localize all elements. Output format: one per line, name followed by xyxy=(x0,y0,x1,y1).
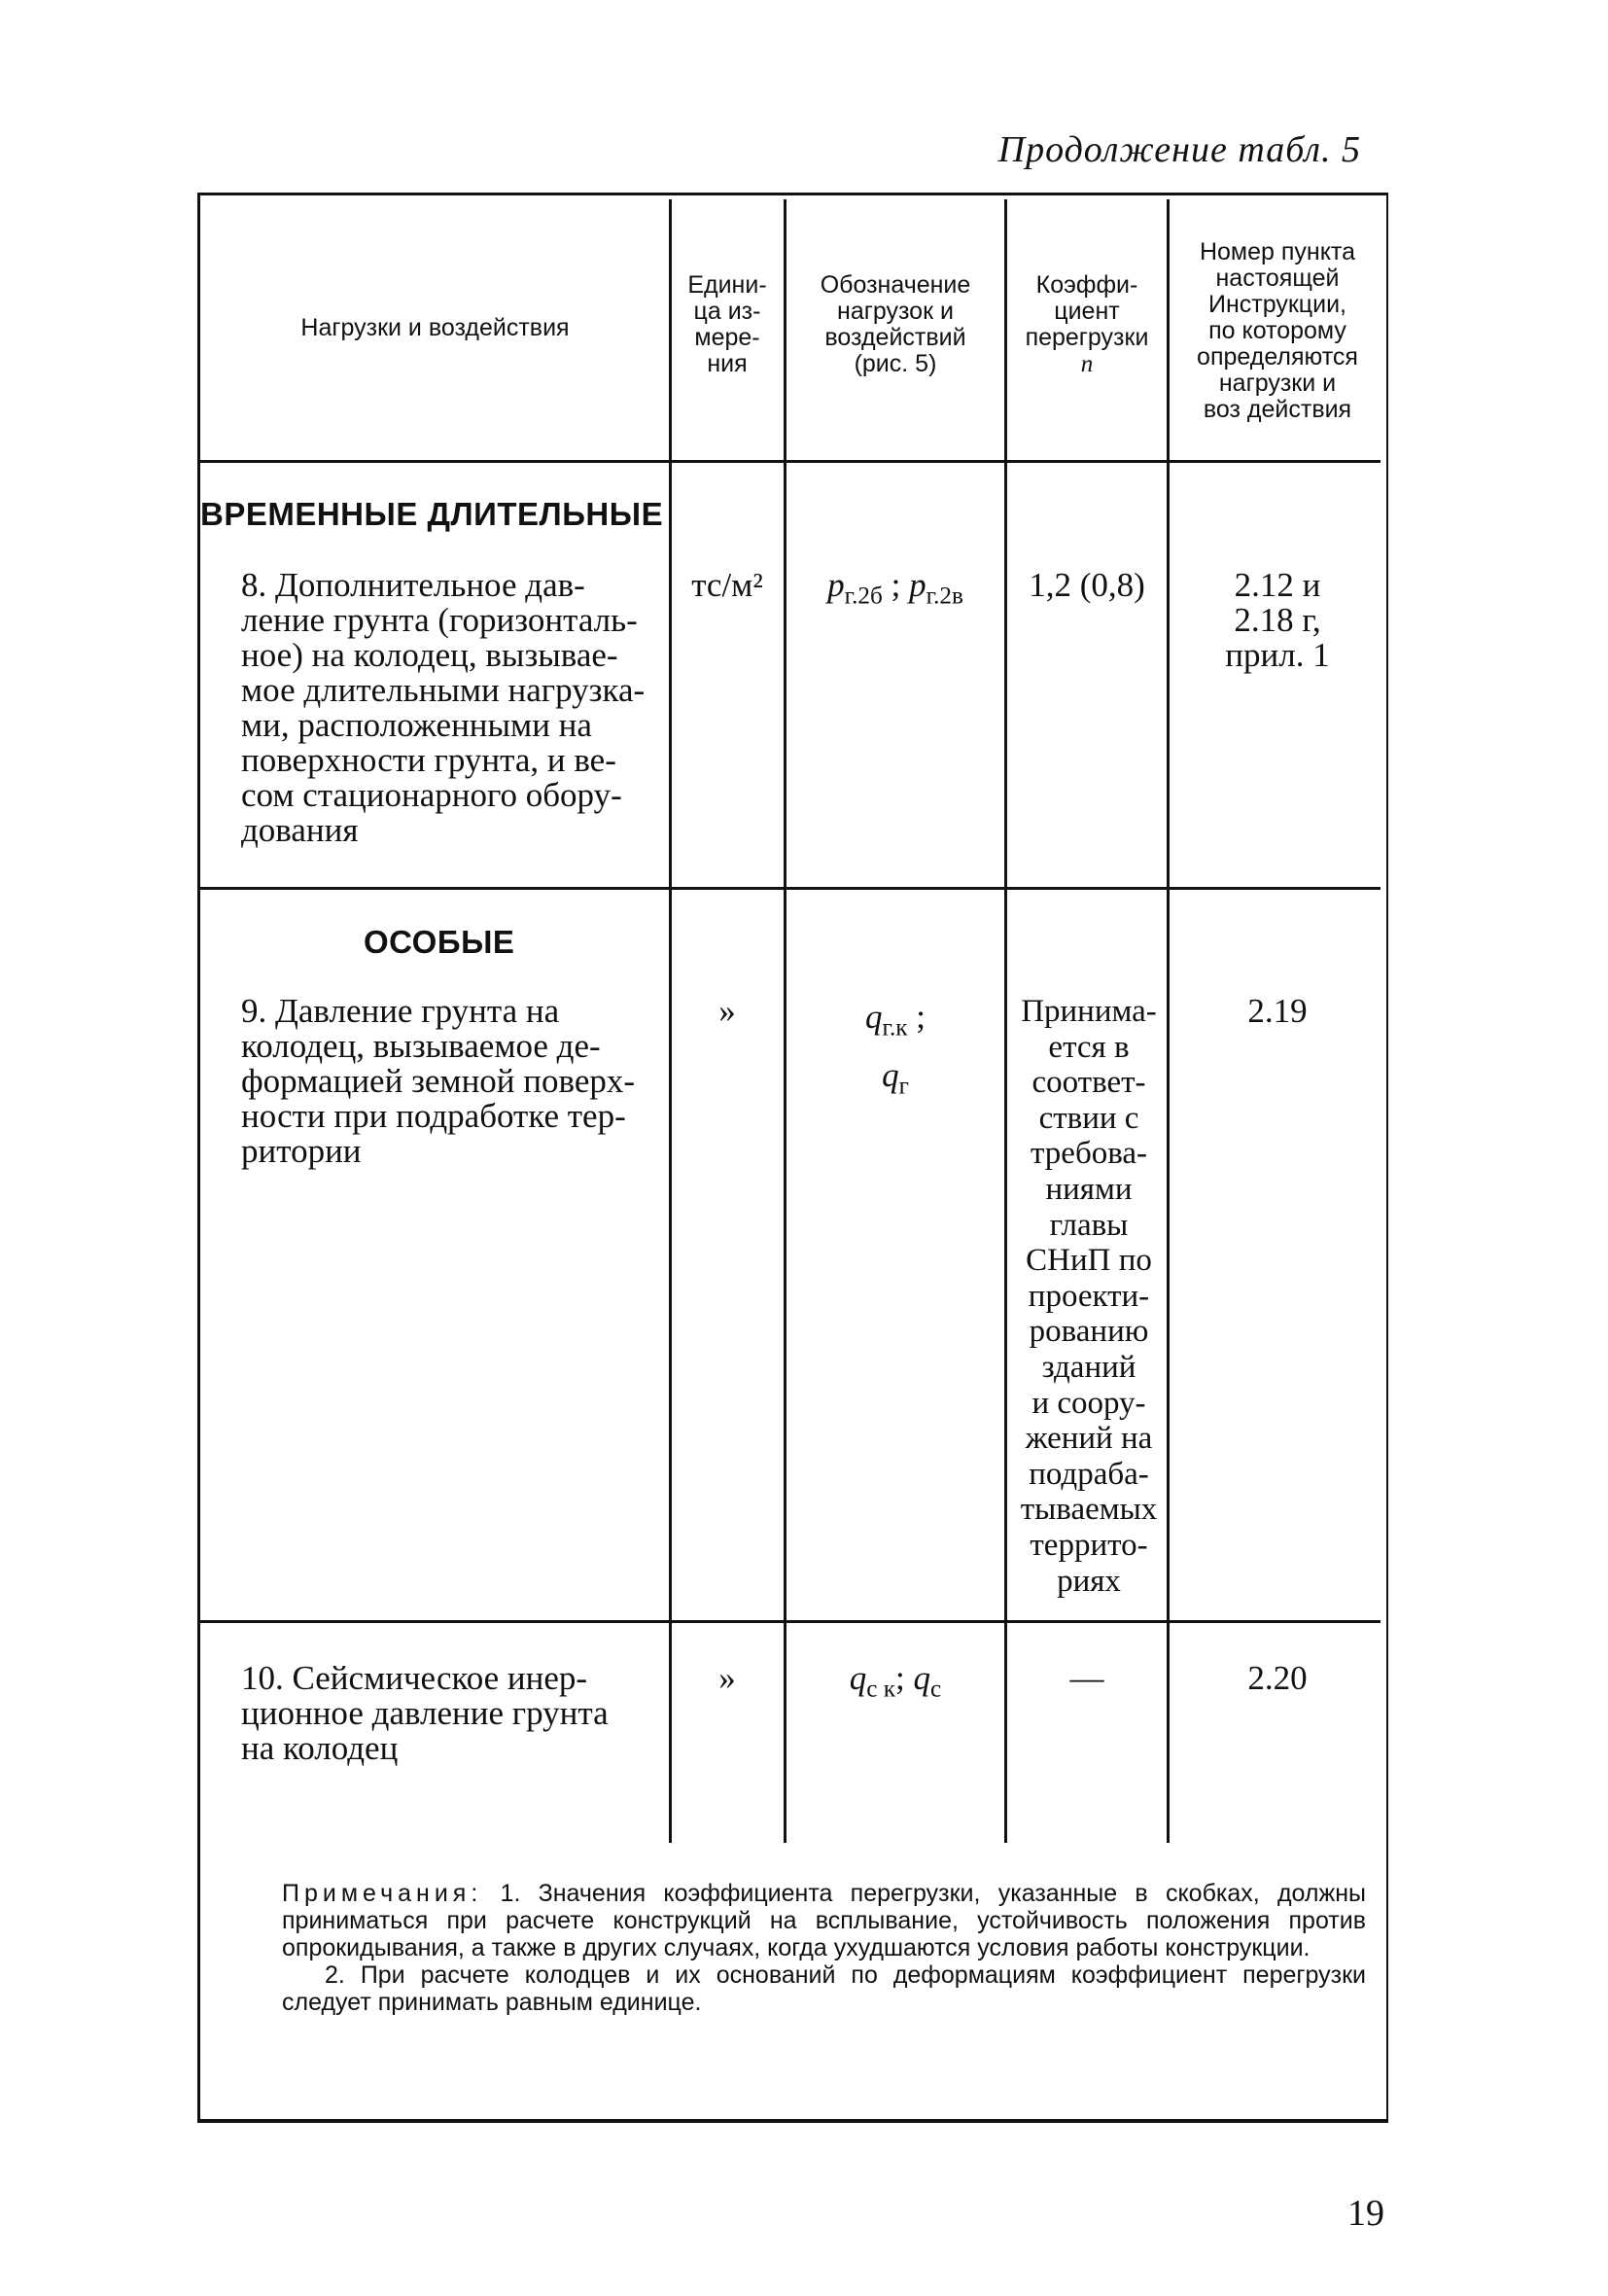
row-9-clause: 2.19 xyxy=(1247,992,1308,1030)
row-10-unit: » xyxy=(718,1659,736,1697)
header-divider xyxy=(199,460,1381,463)
header-clause-number: Номер пункта настоящей Инструкции, по которому определяются нагрузки и воз действия xyxy=(1197,238,1358,423)
row-10-designation: $q_{с к}$; $q_с$ xyxy=(849,1659,942,1703)
row-divider xyxy=(199,1620,1381,1623)
row-9-coefficient: Принима- ется в соответ- ствии с требова- ниями главы СНиП по проекти- рованию зданий и соору- жений на подраба- тываемых террито- риях xyxy=(1020,994,1158,1599)
column-divider xyxy=(784,199,787,1843)
column-divider xyxy=(1004,199,1007,1843)
header-unit: Едини- ца из- мере- ния xyxy=(687,271,767,377)
row-8-description: 8. Дополнительное дав- ление грунта (горизонталь- ное) на колодец, вызывае- мое длительными нагрузка- ми, расположенными на поверхности грунта, и ве- сом стационарного обору- дования xyxy=(241,566,646,849)
row-10-clause: 2.20 xyxy=(1247,1659,1308,1697)
row-9-designation: $q_{г.к}$ ; $q_г$ xyxy=(864,998,926,1100)
row-8-clause: 2.12 и 2.18 г, прил. 1 xyxy=(1225,566,1330,674)
note-2: 2. При расчете колодцев и их оснований по деформациям коэффициент перегрузки следует принимать равным единице. xyxy=(282,1961,1366,2016)
header-loads: Нагрузки и воздействия xyxy=(300,314,570,341)
page-number: 19 xyxy=(1347,2193,1384,2234)
header-coefficient: Коэффи- циент перегрузки n xyxy=(1025,271,1149,377)
row-9-description: 9. Давление грунта на колодец, вызываемое де- формацией земной поверх- ности при подработке тер- ритории xyxy=(241,992,636,1170)
row-8-unit: тс/м² xyxy=(691,566,763,604)
row-divider xyxy=(199,887,1381,890)
table-notes xyxy=(282,1880,1366,2016)
section-heading-long-term: ВРЕМЕННЫЕ ДЛИТЕЛЬНЫЕ xyxy=(200,496,664,532)
table-continuation-caption: Продолжение табл. 5 xyxy=(997,129,1361,170)
note-1: 1. Значения коэффициента перегрузки, указанные в скобках, должны приниматься при расчете конструкций на всплывание, устойчивость положения против опрокидывания, а также в других случаях, когда ухудшаются условия работы конструкции. xyxy=(282,1880,1366,1961)
column-divider xyxy=(669,199,672,1843)
section-heading-special: ОСОБЫЕ xyxy=(364,924,515,960)
row-8-designation: $p_{г.2б}$ ; $p_{г.2в}$ xyxy=(827,566,963,610)
row-8-coefficient: 1,2 (0,8) xyxy=(1029,566,1145,604)
header-designation: Обозначение нагрузок и воздействий (рис. 5) xyxy=(820,271,971,377)
row-10-description: 10. Сейсмическое инер- ционное давление грунта на колодец xyxy=(241,1659,609,1767)
notes-lead: Примечания: xyxy=(282,1880,483,1907)
row-10-coefficient: — xyxy=(1069,1659,1104,1697)
row-9-unit: » xyxy=(718,992,736,1030)
